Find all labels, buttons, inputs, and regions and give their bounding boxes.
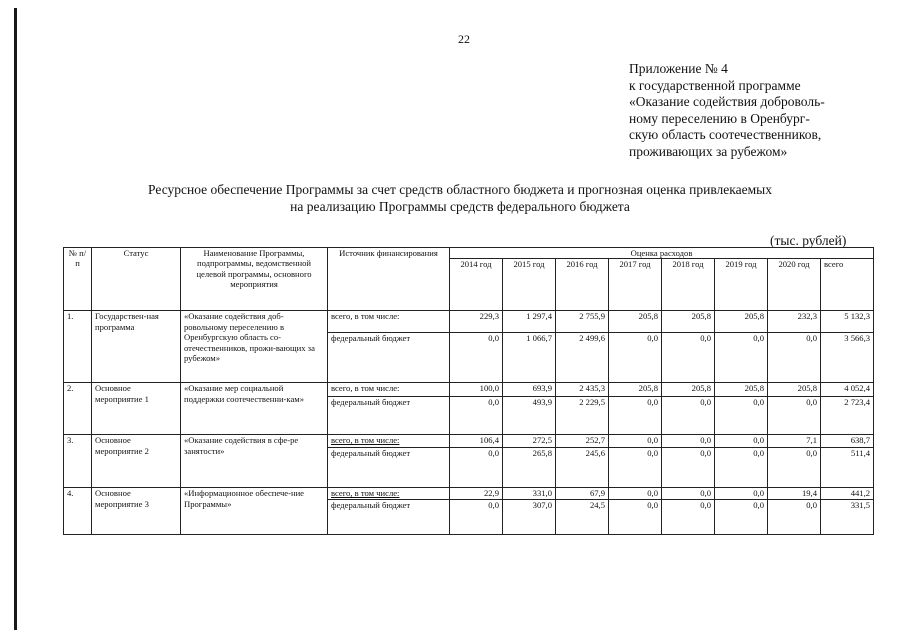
row-source-federal: федеральный бюджет <box>328 448 450 488</box>
value-cell: 245,6 <box>556 448 609 488</box>
value-cell: 0,0 <box>662 397 715 435</box>
value-cell: 2 723,4 <box>821 397 874 435</box>
document-title <box>100 182 820 215</box>
header-year: 2014 год <box>450 259 503 311</box>
units-label: (тыс. рублей) <box>770 233 847 248</box>
row-status: Государствен-ная программа <box>92 311 181 383</box>
row-num: 2. <box>64 383 92 435</box>
title-line-1: Ресурсное обеспечение Программы за счет средств областного бюджета и прогнозная оценка привлекаемых <box>148 182 772 197</box>
header-year: 2018 год <box>662 259 715 311</box>
header-year: 2020 год <box>768 259 821 311</box>
value-cell: 493,9 <box>503 397 556 435</box>
value-cell: 2 229,5 <box>556 397 609 435</box>
header-total: всего <box>821 259 874 311</box>
value-cell: 265,8 <box>503 448 556 488</box>
header-name: Наименование Программы, подпрограммы, ведомственной целевой программы, основного мероприятия <box>181 248 328 311</box>
header-year: 2016 год <box>556 259 609 311</box>
table-row <box>64 383 874 397</box>
value-cell: 331,0 <box>503 488 556 499</box>
value-cell: 252,7 <box>556 435 609 448</box>
value-cell: 229,3 <box>450 311 503 333</box>
value-cell: 205,8 <box>715 383 768 397</box>
value-cell: 0,0 <box>609 488 662 499</box>
row-source-total: всего, в том числе: <box>328 488 450 499</box>
row-name: «Информационное обеспече-ние Программы» <box>181 488 328 534</box>
row-source-federal: федеральный бюджет <box>328 397 450 435</box>
appendix-line: ному переселению в Оренбург- <box>629 110 810 126</box>
value-cell: 0,0 <box>715 397 768 435</box>
value-cell: 7,1 <box>768 435 821 448</box>
row-source-federal: федеральный бюджет <box>328 333 450 383</box>
value-cell: 0,0 <box>662 333 715 383</box>
value-cell: 0,0 <box>450 499 503 534</box>
value-cell: 4 052,4 <box>821 383 874 397</box>
header-year: 2019 год <box>715 259 768 311</box>
row-source-total: всего, в том числе: <box>328 435 450 448</box>
appendix-line: Приложение № 4 <box>629 61 728 76</box>
row-name: «Оказание содействия доб-ровольному переселению в Оренбургскую область со-отечественников, прожи-вающих за рубежом» <box>181 311 328 383</box>
row-num: 4. <box>64 488 92 534</box>
row-source-total: всего, в том числе: <box>328 311 450 333</box>
value-cell: 106,4 <box>450 435 503 448</box>
value-cell: 205,8 <box>662 383 715 397</box>
value-cell: 0,0 <box>715 488 768 499</box>
table-row <box>64 311 874 333</box>
value-cell: 205,8 <box>609 311 662 333</box>
row-status: Основное мероприятие 2 <box>92 435 181 488</box>
row-status: Основное мероприятие 3 <box>92 488 181 534</box>
value-cell: 0,0 <box>609 333 662 383</box>
value-cell: 0,0 <box>662 499 715 534</box>
value-cell: 2 755,9 <box>556 311 609 333</box>
table-row <box>64 488 874 499</box>
header-status: Статус <box>92 248 181 311</box>
value-cell: 0,0 <box>768 333 821 383</box>
header-num: № п/п <box>64 248 92 311</box>
value-cell: 2 499,6 <box>556 333 609 383</box>
value-cell: 5 132,3 <box>821 311 874 333</box>
value-cell: 0,0 <box>715 499 768 534</box>
row-num: 3. <box>64 435 92 488</box>
header-source: Источник финансирования <box>328 248 450 311</box>
value-cell: 22,9 <box>450 488 503 499</box>
value-cell: 0,0 <box>609 397 662 435</box>
header-year: 2015 год <box>503 259 556 311</box>
value-cell: 100,0 <box>450 383 503 397</box>
row-name: «Оказание мер социальной поддержки соотечественни-кам» <box>181 383 328 435</box>
value-cell: 0,0 <box>768 397 821 435</box>
value-cell: 331,5 <box>821 499 874 534</box>
value-cell: 0,0 <box>662 435 715 448</box>
value-cell: 272,5 <box>503 435 556 448</box>
header-year: 2017 год <box>609 259 662 311</box>
appendix-line: проживающих за рубежом» <box>629 143 788 159</box>
row-source-total: всего, в том числе: <box>328 383 450 397</box>
row-source-federal: федеральный бюджет <box>328 499 450 534</box>
value-cell: 0,0 <box>450 448 503 488</box>
value-cell: 0,0 <box>450 397 503 435</box>
value-cell: 205,8 <box>662 311 715 333</box>
value-cell: 441,2 <box>821 488 874 499</box>
value-cell: 2 435,3 <box>556 383 609 397</box>
title-line-2: на реализацию Программы средств федерального бюджета <box>290 198 630 214</box>
appendix-line: скую область соотечественников, <box>629 127 822 143</box>
header-estimate: Оценка расходов <box>450 248 874 259</box>
value-cell: 24,5 <box>556 499 609 534</box>
value-cell: 232,3 <box>768 311 821 333</box>
value-cell: 1 297,4 <box>503 311 556 333</box>
value-cell: 0,0 <box>662 488 715 499</box>
value-cell: 3 566,3 <box>821 333 874 383</box>
value-cell: 307,0 <box>503 499 556 534</box>
row-num: 1. <box>64 311 92 383</box>
table-row <box>64 435 874 448</box>
appendix-line: «Оказание содействия доброволь- <box>629 94 825 110</box>
value-cell: 0,0 <box>768 499 821 534</box>
value-cell: 0,0 <box>450 333 503 383</box>
resource-table <box>63 247 874 535</box>
appendix-note <box>629 61 825 161</box>
value-cell: 19,4 <box>768 488 821 499</box>
value-cell: 0,0 <box>609 499 662 534</box>
value-cell: 67,9 <box>556 488 609 499</box>
value-cell: 0,0 <box>715 435 768 448</box>
value-cell: 0,0 <box>609 435 662 448</box>
row-name: «Оказание содействия в сфе-ре занятости» <box>181 435 328 488</box>
value-cell: 0,0 <box>609 448 662 488</box>
value-cell: 693,9 <box>503 383 556 397</box>
page-number: 22 <box>458 32 470 46</box>
value-cell: 205,8 <box>715 311 768 333</box>
value-cell: 0,0 <box>715 448 768 488</box>
appendix-line: к государственной программе <box>629 77 801 93</box>
value-cell: 0,0 <box>715 333 768 383</box>
value-cell: 205,8 <box>609 383 662 397</box>
page-binding-edge <box>14 8 17 630</box>
value-cell: 511,4 <box>821 448 874 488</box>
value-cell: 638,7 <box>821 435 874 448</box>
row-status: Основное мероприятие 1 <box>92 383 181 435</box>
value-cell: 0,0 <box>662 448 715 488</box>
value-cell: 205,8 <box>768 383 821 397</box>
value-cell: 1 066,7 <box>503 333 556 383</box>
value-cell: 0,0 <box>768 448 821 488</box>
